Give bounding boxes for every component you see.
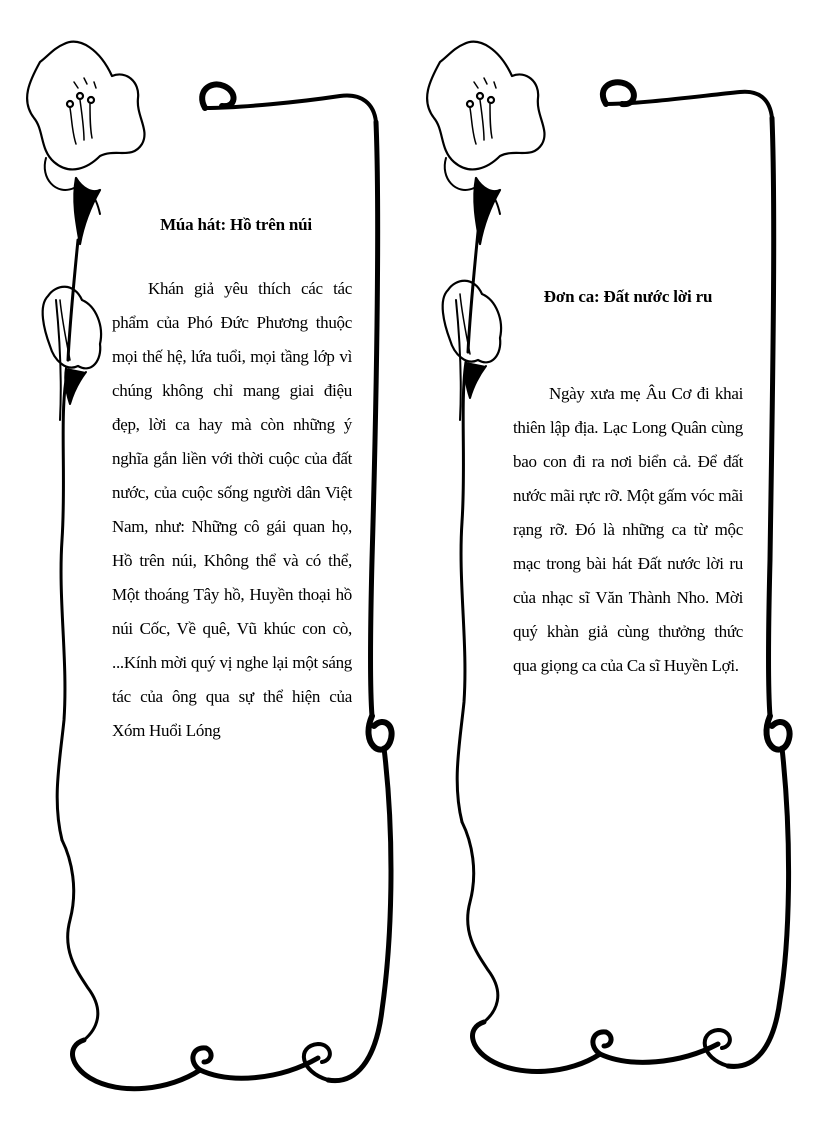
right-flower-top — [427, 42, 544, 244]
left-card-title: Múa hát: Hồ trên núi — [160, 215, 312, 234]
left-flower-top — [27, 42, 144, 244]
right-card — [513, 287, 743, 683]
left-card-body: Khán giả yêu thích các tác phẩm của Phó Đức Phương thuộc mọi thế hệ, lứa tuổi, mọi tầng lớp vì chúng không chỉ mang giai điệu đẹp, lời ca hay mà còn những ý nghĩa gắn liền với thời cuộc của đất nước, của cuộc sống người dân Việt Nam, như: Những cô gái quan họ, Hồ trên núi, Không thể và có thể, Một thoáng Tây hồ, Huyền thoại hồ núi Cốc, Về quê, Vũ khúc con cò, ...Kính mời quý vị nghe lại một sáng tác của ông qua sự thể hiện của Xóm Huổi Lóng — [112, 279, 352, 740]
right-card-title: Đơn ca: Đất nước lời ru — [543, 287, 713, 306]
right-card-body: Ngày xưa mẹ Âu Cơ đi khai thiên lập địa. Lạc Long Quân cùng bao con đi ra nơi biển cả. Để đất nước mãi rực rỡ. Một gấm vóc mãi rạng rỡ. Đó là những ca từ mộc mạc trong bài hát Đất nước lời ru của nhạc sĩ Văn Thành Nho. Mời quý khàn giả cùng thưởng thức qua giọng ca của Ca sĩ Huyền Lợi. — [513, 384, 743, 675]
left-card — [112, 215, 352, 748]
